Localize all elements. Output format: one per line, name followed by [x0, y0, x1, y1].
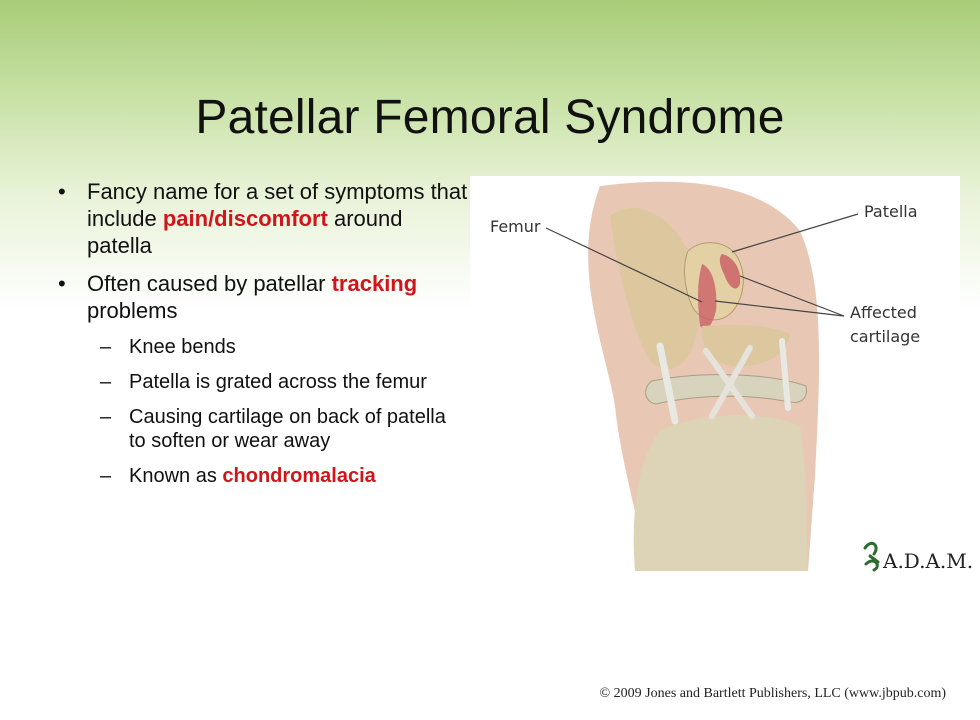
slide-title: Patellar Femoral Syndrome	[195, 91, 785, 144]
bullet-item	[58, 178, 468, 259]
sub-bullet-item	[58, 335, 468, 359]
label-patella: Patella	[864, 202, 918, 221]
copyright-credit: © 2009 Jones and Bartlett Publishers, LLC (www.jbpub.com)	[599, 686, 946, 701]
bullet-text-part: problems	[87, 298, 178, 323]
bullet-text	[87, 179, 467, 258]
tibia-bone	[634, 415, 808, 571]
emphasis-tracking: tracking	[331, 271, 418, 296]
bullet-text-part: around patella	[87, 206, 403, 258]
dash: –	[100, 371, 112, 393]
emphasis-chondromalacia: chondromalacia	[222, 465, 376, 487]
label-cartilage: cartilage	[850, 327, 921, 346]
bullet-text	[87, 271, 417, 323]
bullet-list	[58, 178, 468, 499]
bullet-dot: •	[58, 271, 66, 296]
sub-bullet-text: Patella is grated across the femur	[129, 371, 427, 393]
sub-bullet-text	[129, 465, 376, 487]
bullet-item	[58, 270, 468, 324]
sub-bullet-item	[58, 370, 468, 394]
bullet-text-part: Often caused by patellar	[87, 271, 332, 296]
knee-illustration	[470, 176, 974, 596]
sub-bullet-text: Knee bends	[129, 336, 236, 358]
bullet-text-part: Fancy name for a set of symptoms that include	[87, 179, 468, 231]
sub-bullet-item	[58, 464, 468, 488]
dash: –	[100, 465, 112, 487]
emphasis-pain: pain/discomfort	[162, 206, 328, 231]
sub-bullet-text-part: Known as	[129, 465, 223, 487]
dash: –	[100, 406, 112, 428]
label-affected: Affected	[850, 303, 917, 322]
label-femur: Femur	[490, 217, 541, 236]
sub-bullet-item	[58, 405, 468, 453]
adam-logo: A.D.A.M.	[883, 549, 974, 573]
bullet-dot: •	[58, 179, 66, 204]
dash: –	[100, 336, 112, 358]
sub-bullet-text: Causing cartilage on back of patella to soften or wear away	[129, 406, 446, 452]
